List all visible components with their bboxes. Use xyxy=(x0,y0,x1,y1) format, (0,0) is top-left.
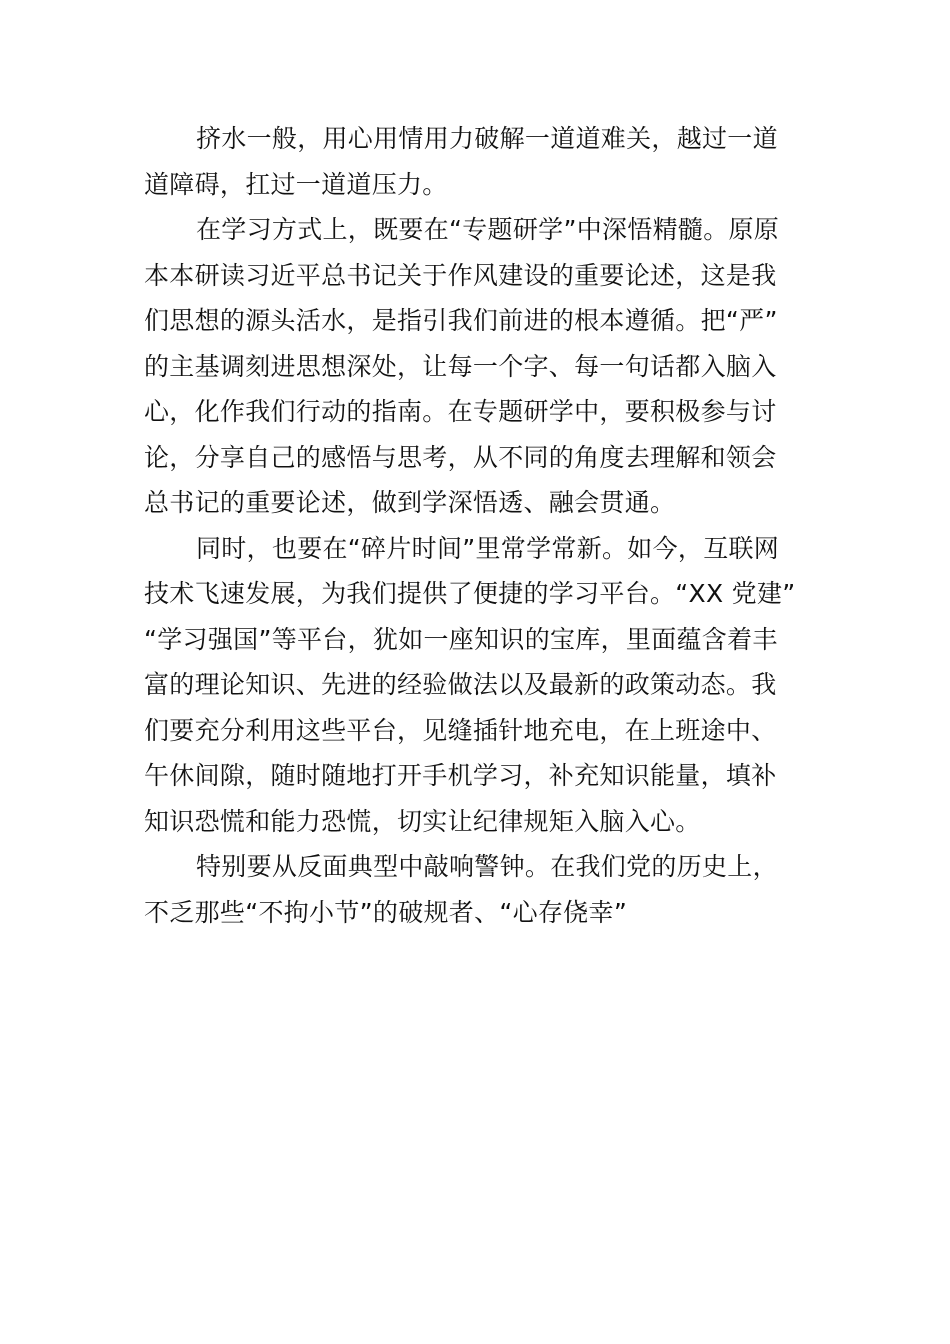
paragraph-line: 技术飞速发展，为我们提供了便捷的学习平台。“XX 党建” xyxy=(144,579,796,608)
paragraph-line: 道障碍，扛过一道道压力。 xyxy=(144,169,448,199)
document-body xyxy=(144,116,808,935)
paragraph-line: 同时，也要在“碎片时间”里常学常新。如今，互联网 xyxy=(196,533,780,563)
paragraph-line: 特别要从反面典型中敲响警钟。在我们党的历史上， xyxy=(196,852,778,881)
paragraph-line: 论，分享自己的感悟与思考，从不同的角度去理解和领会 xyxy=(144,442,777,472)
paragraph-line: 不乏那些“不拘小节”的破规者、“心存侥幸” xyxy=(144,897,628,927)
paragraph-line: 知识恐慌和能力恐慌，切实让纪律规矩入脑入心。 xyxy=(144,806,701,836)
paragraph-line: 富的理论知识、先进的经验做法以及最新的政策动态。我 xyxy=(144,670,777,699)
paragraph-line: 们思想的源头活水，是指引我们前进的根本遵循。把“严” xyxy=(144,306,778,335)
paragraph-line: 们要充分利用这些平台，见缝插针地充电，在上班途中、 xyxy=(144,715,777,745)
paragraph-line: 的主基调刻进思想深处，让每一个字、每一句话都入脑入 xyxy=(144,351,777,381)
paragraph-line: “学习强国”等平台，犹如一座知识的宝库，里面蕴含着丰 xyxy=(144,624,778,654)
paragraph-line: 总书记的重要论述，做到学深悟透、融会贯通。 xyxy=(144,488,676,517)
paragraph-line: 午休间隙，随时随地打开手机学习，补充知识能量，填补 xyxy=(144,761,777,790)
paragraph-line: 挤水一般，用心用情用力破解一道道难关，越过一道 xyxy=(196,124,778,153)
paragraph-line: 心，化作我们行动的指南。在专题研学中，要积极参与讨 xyxy=(144,397,777,426)
paragraph-line: 本本研读习近平总书记关于作风建设的重要论述，这是我 xyxy=(144,260,777,290)
paragraph-line: 在学习方式上，既要在“专题研学”中深悟精髓。原原 xyxy=(196,215,780,244)
